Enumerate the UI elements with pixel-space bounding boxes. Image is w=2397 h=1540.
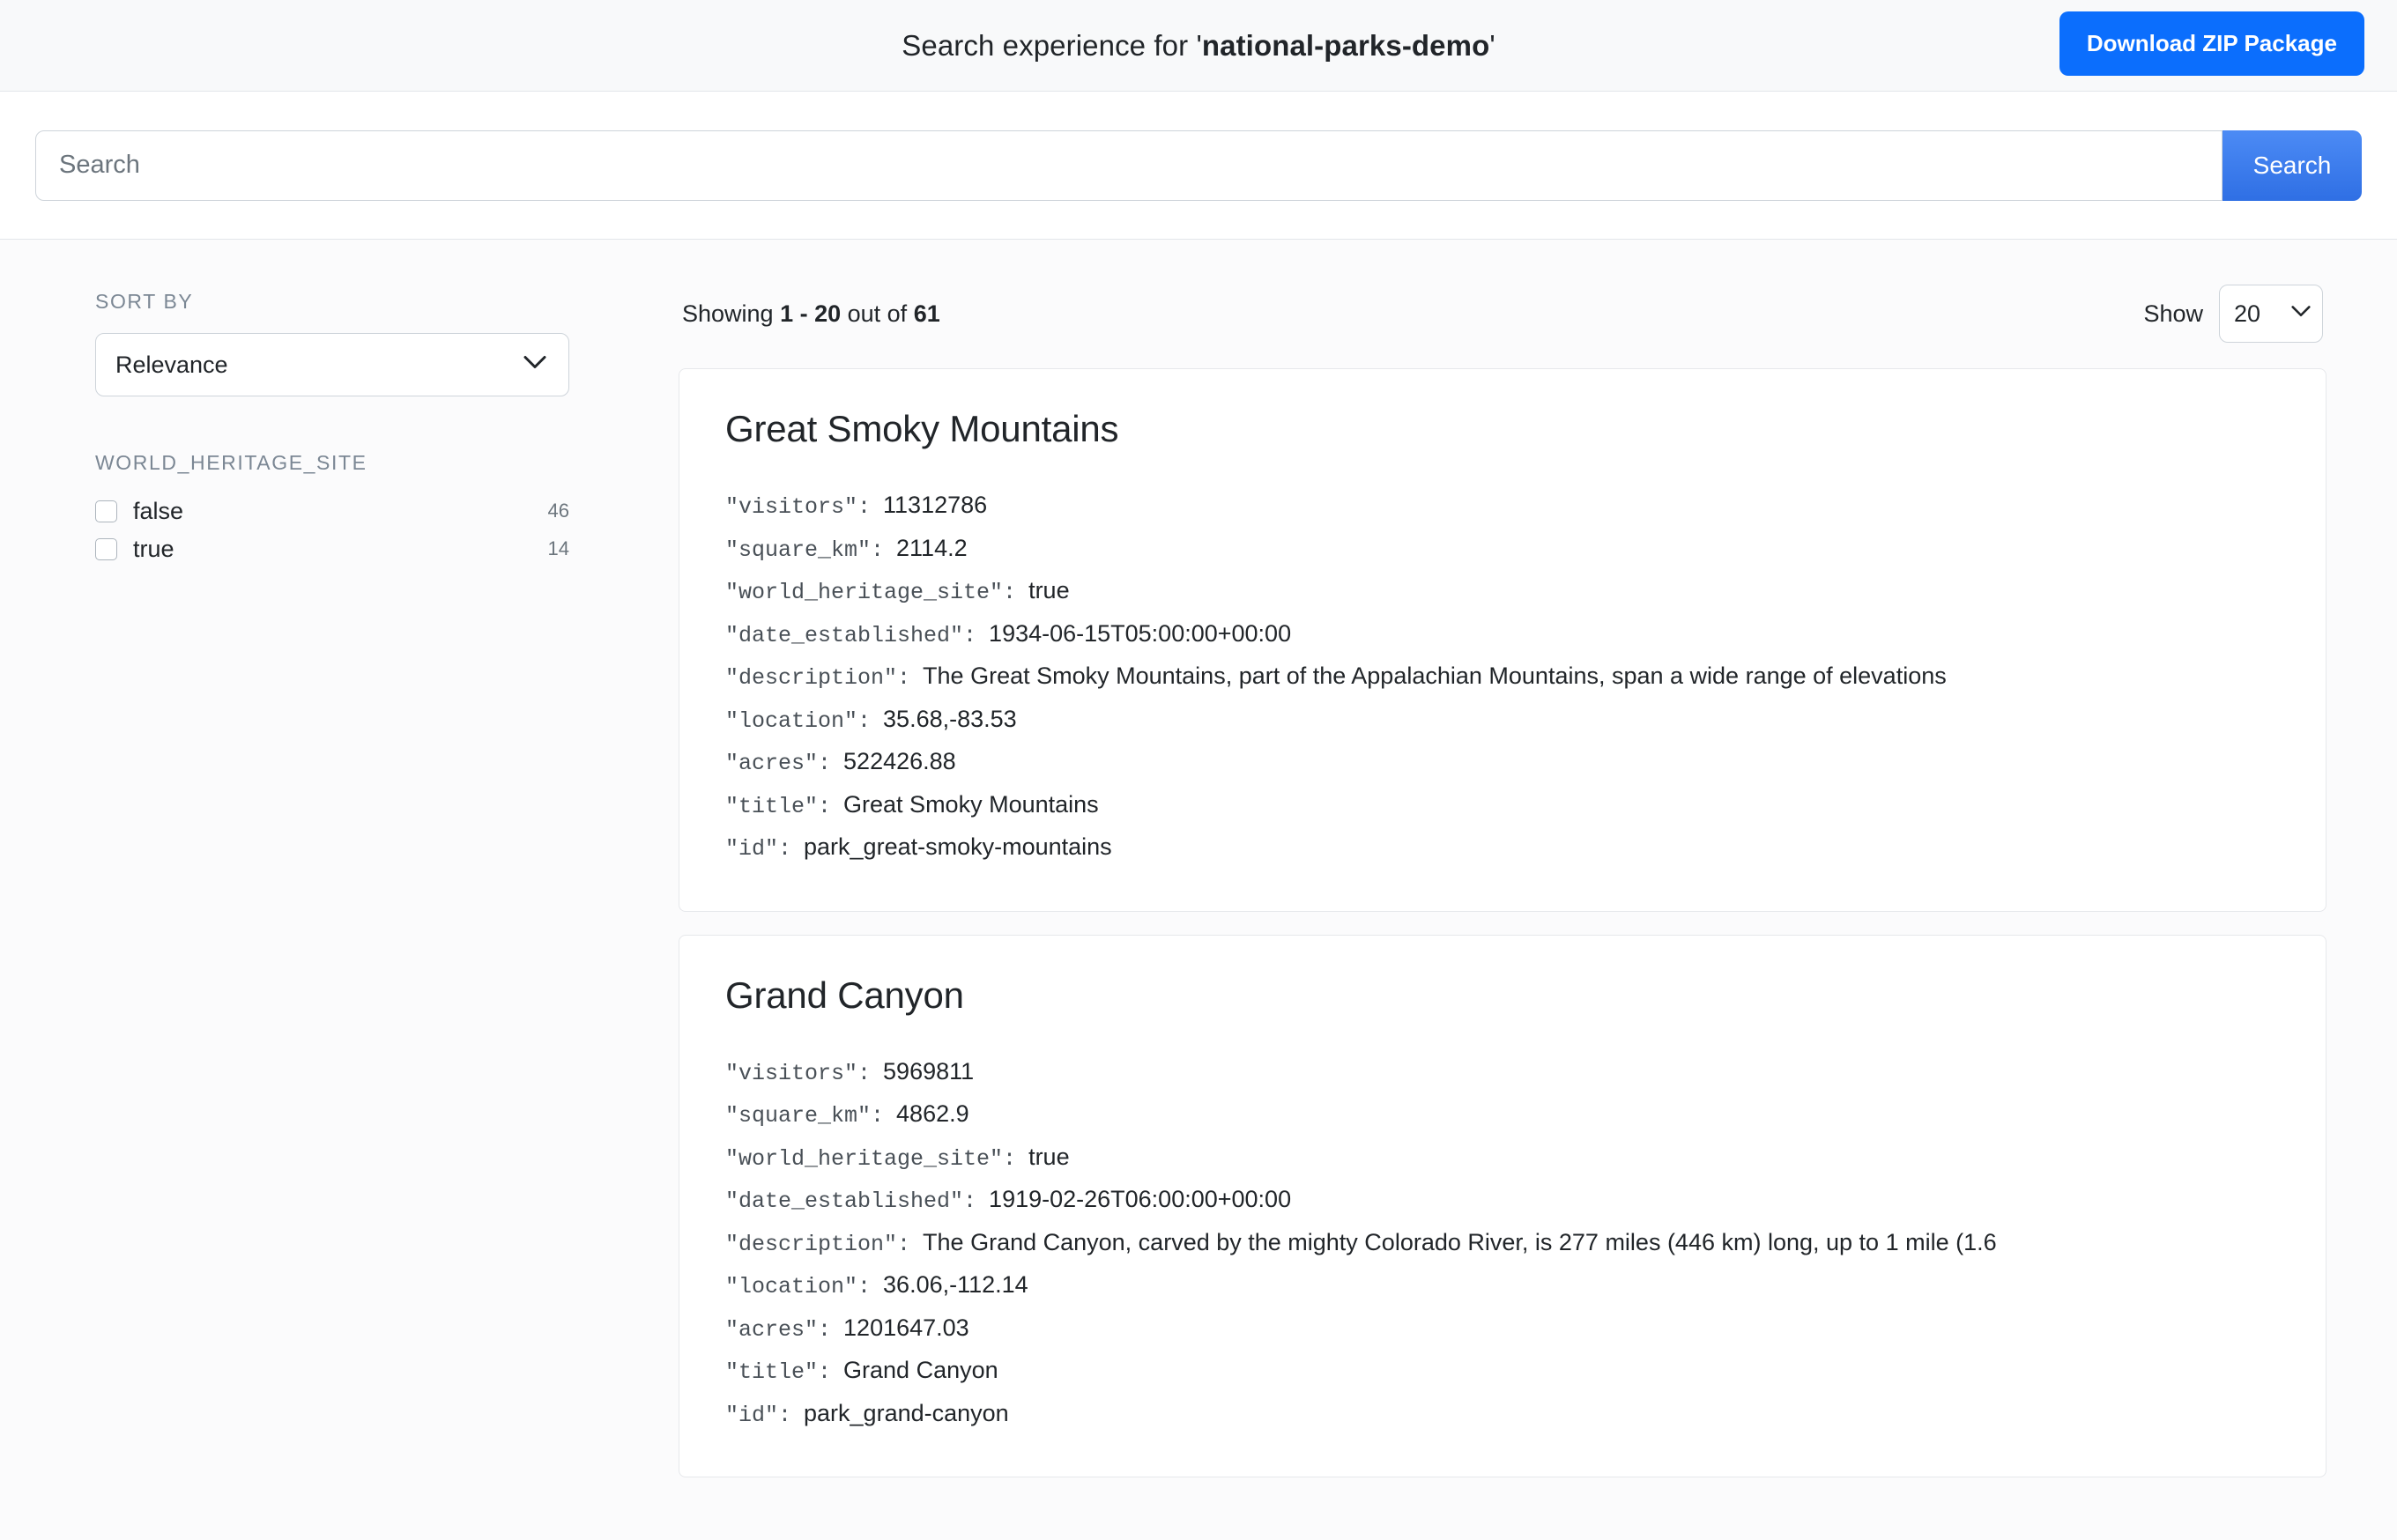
field-value: 5969811 <box>883 1057 975 1085</box>
field-key: "id": <box>725 1402 792 1428</box>
search-button[interactable]: Search <box>2223 130 2362 201</box>
field-key: "id": <box>725 836 792 862</box>
result-field <box>725 489 2280 523</box>
results-panel <box>679 240 2397 1540</box>
field-key: "visitors": <box>725 1060 872 1086</box>
facet-list <box>95 494 569 566</box>
result-card[interactable] <box>679 368 2326 912</box>
field-key: "world_heritage_site": <box>725 580 1017 605</box>
field-key: "square_km": <box>725 537 885 563</box>
field-key: "world_heritage_site": <box>725 1145 1017 1172</box>
result-field <box>725 789 2280 823</box>
showing-prefix: Showing <box>682 300 781 327</box>
result-title: Grand Canyon <box>725 974 964 1016</box>
page-title <box>902 29 1495 63</box>
field-value: The Grand Canyon, carved by the mighty Colorado River, is 277 miles (446 km) long, up to 1 mile (1.6 <box>923 1228 1997 1255</box>
field-key: "title": <box>725 1359 832 1385</box>
field-value: park_great-smoky-mountains <box>804 833 1112 860</box>
field-value: 4862.9 <box>896 1100 969 1127</box>
field-value: The Great Smoky Mountains, part of the Appalachian Mountains, span a wide range of elevations <box>923 663 1947 689</box>
facet-label-false: false <box>133 497 184 524</box>
field-key: "date_established": <box>725 1188 977 1214</box>
facets-sidebar <box>0 240 679 1540</box>
result-field <box>725 618 2280 652</box>
page-size-select[interactable] <box>2219 285 2323 343</box>
field-value: true <box>1028 1143 1070 1170</box>
results-header <box>679 282 2326 345</box>
field-key: "date_established": <box>725 622 977 648</box>
facet-count-false: 46 <box>547 500 569 522</box>
result-field <box>725 703 2280 737</box>
field-value: 11312786 <box>883 492 988 518</box>
showing-middle: out of <box>841 300 914 327</box>
result-field <box>725 1312 2280 1346</box>
field-key: "acres": <box>725 751 832 776</box>
page-size-control <box>2143 285 2323 343</box>
result-field <box>725 1055 2280 1090</box>
page-title-prefix: Search experience for ' <box>902 28 1202 62</box>
field-key: "description": <box>725 1231 911 1257</box>
result-field <box>725 745 2280 780</box>
showing-range: 1 - 20 <box>780 300 842 327</box>
field-value: 2114.2 <box>896 534 968 561</box>
sort-by-select[interactable] <box>95 333 569 396</box>
content-area <box>0 240 2397 1540</box>
facet-count-true: 14 <box>547 537 569 559</box>
sort-by-control[interactable] <box>95 333 569 396</box>
result-field <box>725 1354 2280 1388</box>
result-title: Great Smoky Mountains <box>725 408 1119 449</box>
results-count <box>682 300 940 328</box>
facet-checkbox-true[interactable] <box>95 538 117 560</box>
result-field <box>725 1269 2280 1303</box>
field-value: 35.68,-83.53 <box>883 705 1017 732</box>
result-field <box>725 1226 2280 1261</box>
facet-row-true[interactable] <box>95 532 569 566</box>
download-zip-button[interactable]: Download ZIP Package <box>2059 11 2364 76</box>
field-key: "square_km": <box>725 1103 885 1129</box>
page-title-suffix: ' <box>1489 28 1495 62</box>
result-field <box>725 1098 2280 1132</box>
facet-group-label: WORLD_HERITAGE_SITE <box>95 451 367 474</box>
field-value: 1201647.03 <box>843 1314 969 1341</box>
result-field <box>725 532 2280 566</box>
field-value: Grand Canyon <box>843 1357 998 1383</box>
search-input[interactable] <box>35 130 2223 201</box>
result-field <box>725 660 2280 694</box>
result-field <box>725 831 2280 865</box>
facet-row-false[interactable] <box>95 494 569 528</box>
field-value: true <box>1028 577 1070 603</box>
result-field <box>725 1397 2280 1432</box>
field-key: "location": <box>725 1274 872 1299</box>
result-field <box>725 1183 2280 1218</box>
sort-by-label: SORT BY <box>95 290 194 313</box>
facet-label-true: true <box>133 535 174 562</box>
page-title-name: national-parks-demo <box>1201 28 1490 62</box>
field-key: "visitors": <box>725 494 872 520</box>
facet-checkbox-false[interactable] <box>95 500 117 522</box>
field-key: "acres": <box>725 1316 832 1343</box>
field-key: "location": <box>725 707 872 734</box>
page-size-label: Show <box>2143 300 2203 327</box>
field-value: 522426.88 <box>843 748 956 774</box>
field-key: "description": <box>725 665 911 691</box>
field-value: 1934-06-15T05:00:00+00:00 <box>989 619 1292 647</box>
app-header <box>0 0 2397 92</box>
field-value: 1919-02-26T06:00:00+00:00 <box>989 1186 1292 1212</box>
field-key: "title": <box>725 793 832 819</box>
result-field <box>725 574 2280 609</box>
result-card[interactable] <box>679 935 2326 1478</box>
showing-total: 61 <box>913 300 940 327</box>
field-value: 36.06,-112.14 <box>883 1271 1028 1298</box>
field-value: park_grand-canyon <box>804 1399 1009 1426</box>
search-bar <box>0 92 2397 240</box>
result-field <box>725 1141 2280 1175</box>
field-value: Great Smoky Mountains <box>843 790 1099 818</box>
